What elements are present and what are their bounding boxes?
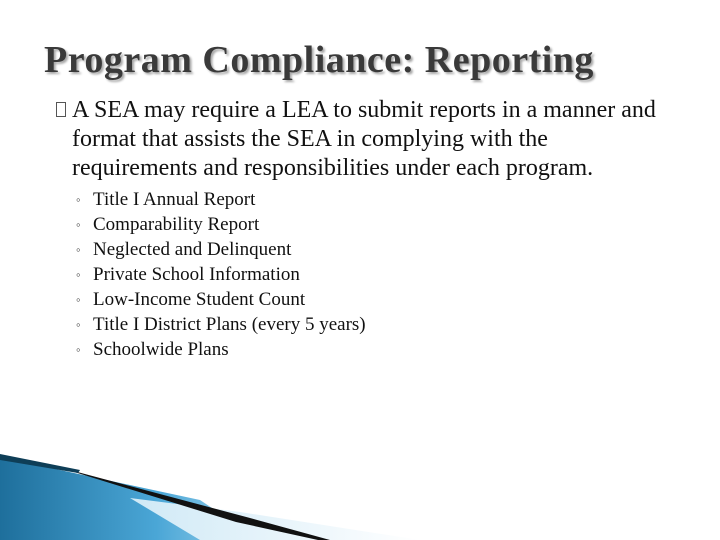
list-item <box>76 337 666 362</box>
list-item <box>76 212 666 237</box>
main-bullet-text: A SEA may require a LEA to submit reports in a manner and format that assists the SEA in complying with the requirements and responsibilities under each program. <box>72 97 656 181</box>
ring-bullet-icon: ◦ <box>76 317 81 332</box>
slide-title: Program Compliance: Reporting <box>44 39 594 81</box>
list-item <box>76 312 666 337</box>
bullet-box-icon <box>56 102 66 117</box>
list-item <box>76 187 666 212</box>
list-item-text: Private School Information <box>93 264 300 285</box>
list-item-text: Neglected and Delinquent <box>93 239 292 260</box>
list-item-text: Title I District Plans (every 5 years) <box>93 314 366 335</box>
ring-bullet-icon: ◦ <box>76 242 81 257</box>
sub-bullet-list <box>56 187 666 362</box>
slide-body <box>56 96 666 362</box>
ring-bullet-icon: ◦ <box>76 192 81 207</box>
list-item-text: Title I Annual Report <box>93 189 256 210</box>
list-item <box>76 287 666 312</box>
list-item-text: Schoolwide Plans <box>93 339 229 360</box>
list-item <box>76 262 666 287</box>
list-item-text: Comparability Report <box>93 214 260 235</box>
list-item-text: Low-Income Student Count <box>93 289 306 310</box>
main-bullet <box>56 96 666 183</box>
ring-bullet-icon: ◦ <box>76 342 81 357</box>
ring-bullet-icon: ◦ <box>76 292 81 307</box>
decorative-swoosh <box>0 440 720 540</box>
ring-bullet-icon: ◦ <box>76 217 81 232</box>
ring-bullet-icon: ◦ <box>76 267 81 282</box>
list-item <box>76 237 666 262</box>
